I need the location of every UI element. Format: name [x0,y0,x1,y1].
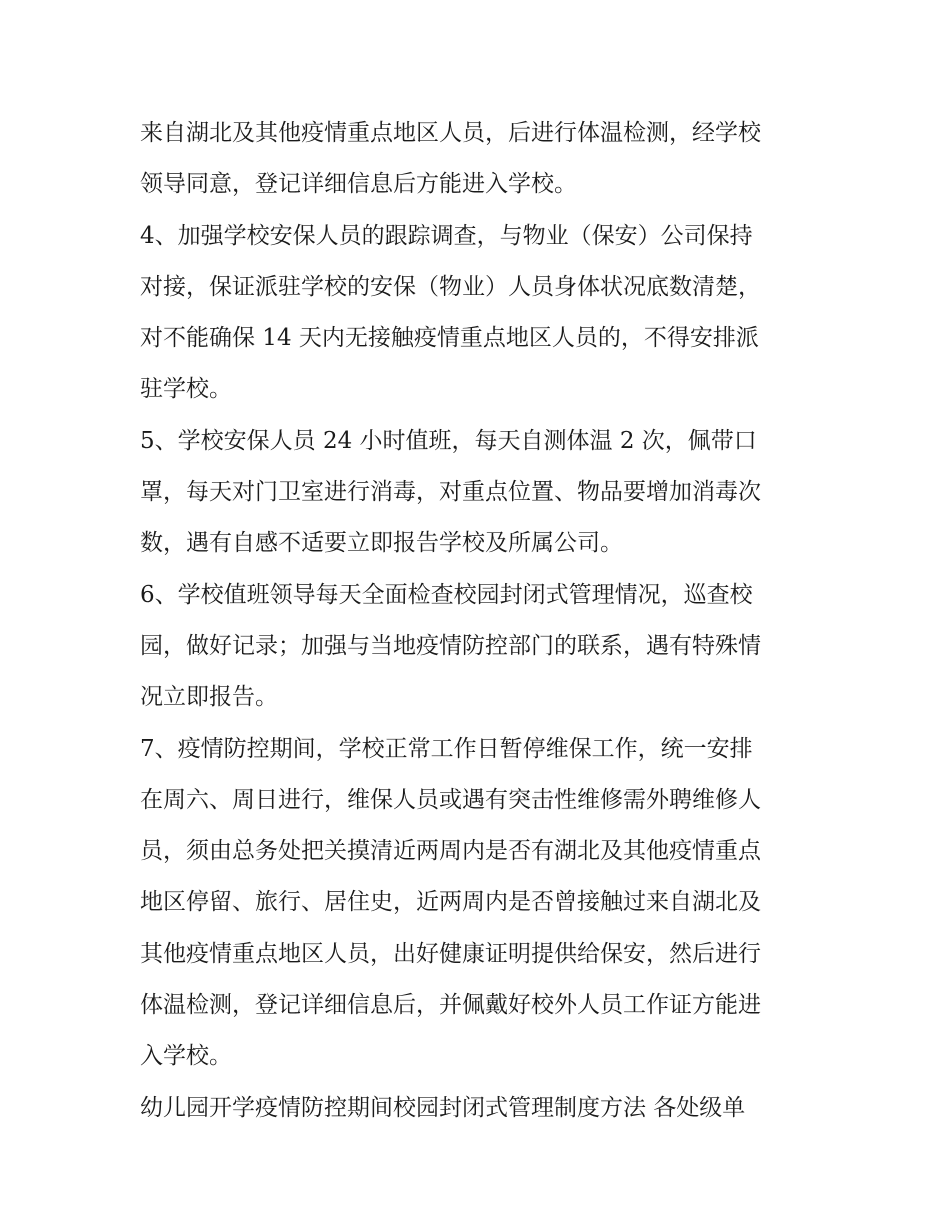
text-line: 驻学校。 [140,376,232,403]
text-line: 幼儿园开学疫情防控期间校园封闭式管理制度方法 各处级单 [140,1094,746,1121]
text-line: 入学校。 [140,1043,232,1070]
text-line: 其他疫情重点地区人员，出好健康证明提供给保安，然后进行 [140,940,761,967]
text-line: 在周六、周日进行，维保人员或遇有突击性维修需外聘维修人 [140,786,761,813]
text-line: 4、加强学校安保人员的跟踪调查，与物业（保安）公司保持 [140,222,753,249]
text-line: 数，遇有自感不适要立即报告学校及所属公司。 [140,530,623,557]
text-line: 对接，保证派驻学校的安保（物业）人员身体状况底数清楚， [140,273,761,300]
text-line: 员，须由总务处把关摸清近两周内是否有湖北及其他疫情重点 [140,838,761,865]
text-line: 地区停留、旅行、居住史，近两周内是否曾接触过来自湖北及 [140,889,761,916]
text-line: 罩，每天对门卫室进行消毒，对重点位置、物品要增加消毒次 [140,479,761,506]
text-line: 6、学校值班领导每天全面检查校园封闭式管理情况，巡查校 [140,581,753,608]
text-line: 7、疫情防控期间，学校正常工作日暂停维保工作，统一安排 [140,735,753,762]
text-line: 来自湖北及其他疫情重点地区人员，后进行体温检测，经学校 [140,120,761,146]
text-line: 5、学校安保人员 24 小时值班，每天自测体温 2 次，佩带口 [140,427,757,454]
text-line: 园，做好记录；加强与当地疫情防控部门的联系，遇有特殊情 [140,632,761,659]
text-line: 对不能确保 14 天内无接触疫情重点地区人员的，不得安排派 [140,325,759,352]
text-line: 体温检测，登记详细信息后，并佩戴好校外人员工作证方能进 [140,992,761,1019]
document-body [140,108,820,1134]
text-line: 况立即报告。 [140,684,278,711]
text-line: 领导同意，登记详细信息后方能进入学校。 [140,171,577,198]
